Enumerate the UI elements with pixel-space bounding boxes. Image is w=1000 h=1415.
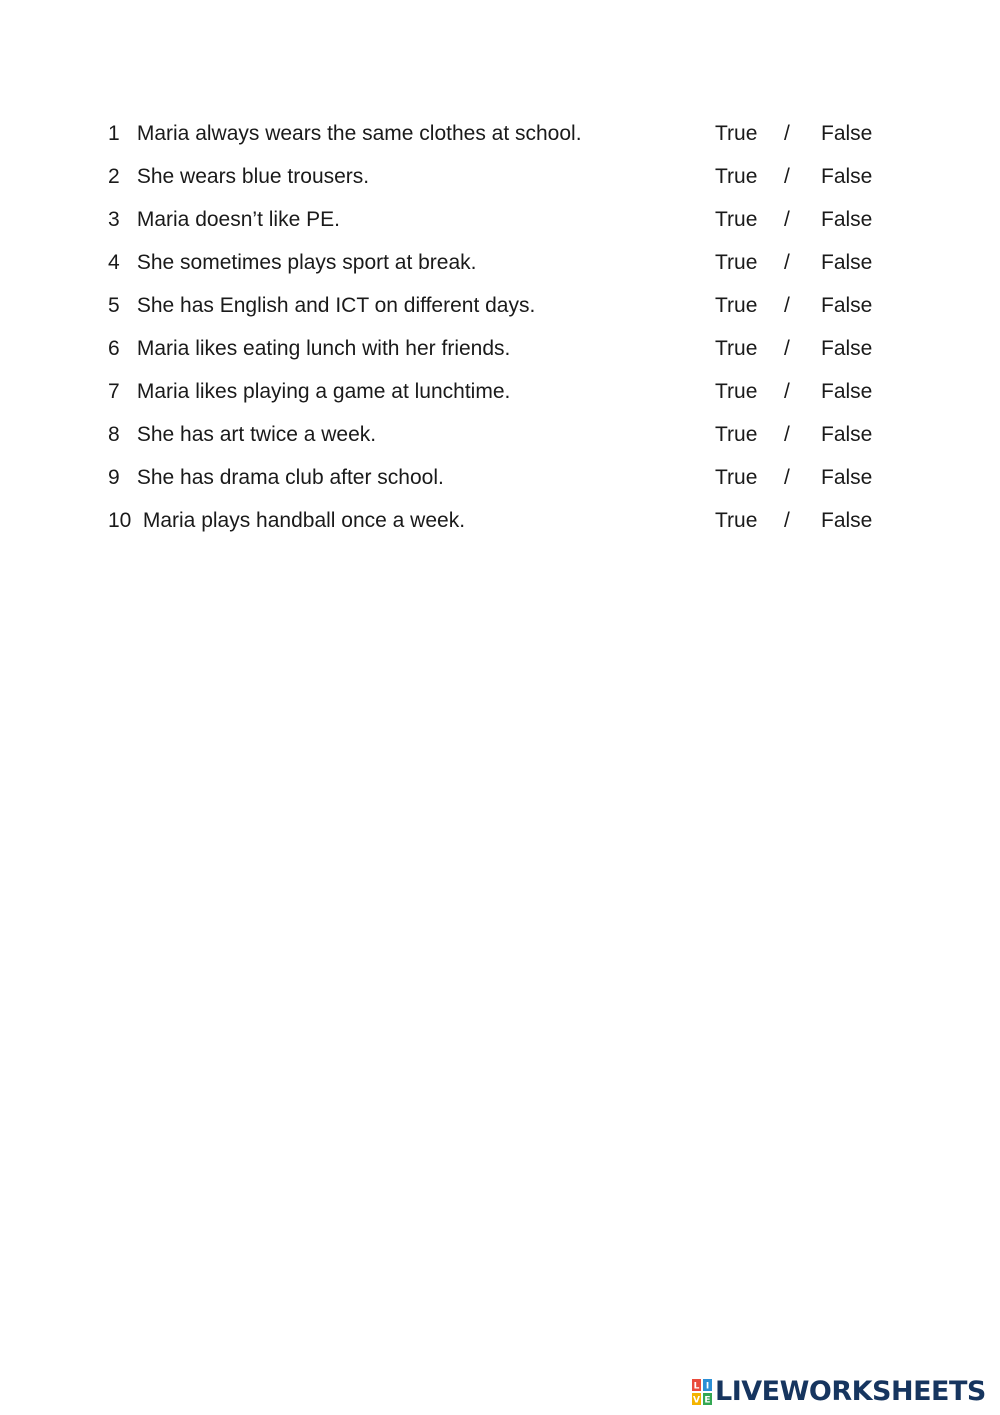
false-option[interactable]: False [821, 423, 873, 446]
true-option[interactable]: True [715, 380, 758, 403]
true-option[interactable]: True [715, 423, 758, 446]
true-option[interactable]: True [715, 251, 758, 274]
option-separator: / [784, 165, 790, 188]
question-row-3 [108, 198, 888, 241]
true-option[interactable]: True [715, 466, 758, 489]
question-row-8 [108, 413, 888, 456]
question-row-7 [108, 370, 888, 413]
brand-name: LIVEWORKSHEETS [715, 1376, 986, 1407]
question-text: Maria likes playing a game at lunchtime. [136, 380, 511, 403]
question-text: She has English and ICT on different days. [136, 294, 536, 317]
false-option[interactable]: False [821, 380, 873, 403]
false-option[interactable]: False [821, 165, 873, 188]
question-text: She has art twice a week. [136, 423, 377, 446]
question-row-10 [108, 499, 888, 542]
question-text: Maria always wears the same clothes at school. [136, 122, 582, 145]
option-separator: / [784, 509, 790, 532]
question-row-1 [108, 112, 888, 155]
question-row-6 [108, 327, 888, 370]
true-option[interactable]: True [715, 337, 758, 360]
question-row-9 [108, 456, 888, 499]
question-text: Maria plays handball once a week. [142, 509, 466, 532]
option-separator: / [784, 466, 790, 489]
true-option[interactable]: True [715, 294, 758, 317]
svg-text:E: E [704, 1395, 711, 1405]
question-row-4 [108, 241, 888, 284]
option-separator: / [784, 423, 790, 446]
false-option[interactable]: False [821, 294, 873, 317]
false-option[interactable]: False [821, 122, 873, 145]
true-option[interactable]: True [715, 509, 758, 532]
question-row-2 [108, 155, 888, 198]
question-number: 10 [108, 509, 132, 532]
question-text: She has drama club after school. [136, 466, 444, 489]
question-number: 1 [108, 122, 120, 145]
svg-text:I: I [705, 1381, 710, 1392]
question-number: 8 [108, 423, 120, 446]
option-separator: / [784, 251, 790, 274]
question-number: 2 [108, 165, 120, 188]
true-option[interactable]: True [715, 122, 758, 145]
svg-text:L: L [693, 1381, 700, 1392]
option-separator: / [784, 122, 790, 145]
question-number: 9 [108, 466, 120, 489]
option-separator: / [784, 208, 790, 231]
question-number: 5 [108, 294, 120, 317]
question-text: She wears blue trousers. [136, 165, 370, 188]
false-option[interactable]: False [821, 509, 873, 532]
question-text: Maria doesn’t like PE. [136, 208, 340, 231]
question-text: She sometimes plays sport at break. [136, 251, 477, 274]
question-text: Maria likes eating lunch with her friends. [136, 337, 511, 360]
svg-text:V: V [693, 1395, 700, 1405]
option-separator: / [784, 294, 790, 317]
question-row-5 [108, 284, 888, 327]
false-option[interactable]: False [821, 466, 873, 489]
question-number: 7 [108, 380, 120, 403]
false-option[interactable]: False [821, 337, 873, 360]
true-option[interactable]: True [715, 208, 758, 231]
false-option[interactable]: False [821, 251, 873, 274]
question-number: 6 [108, 337, 120, 360]
question-list [108, 112, 888, 542]
liveworksheets-brand [692, 1374, 986, 1410]
true-option[interactable]: True [715, 165, 758, 188]
option-separator: / [784, 380, 790, 403]
option-separator: / [784, 337, 790, 360]
question-number: 4 [108, 251, 120, 274]
question-number: 3 [108, 208, 120, 231]
false-option[interactable]: False [821, 208, 873, 231]
liveworksheets-logo-icon [692, 1379, 712, 1405]
